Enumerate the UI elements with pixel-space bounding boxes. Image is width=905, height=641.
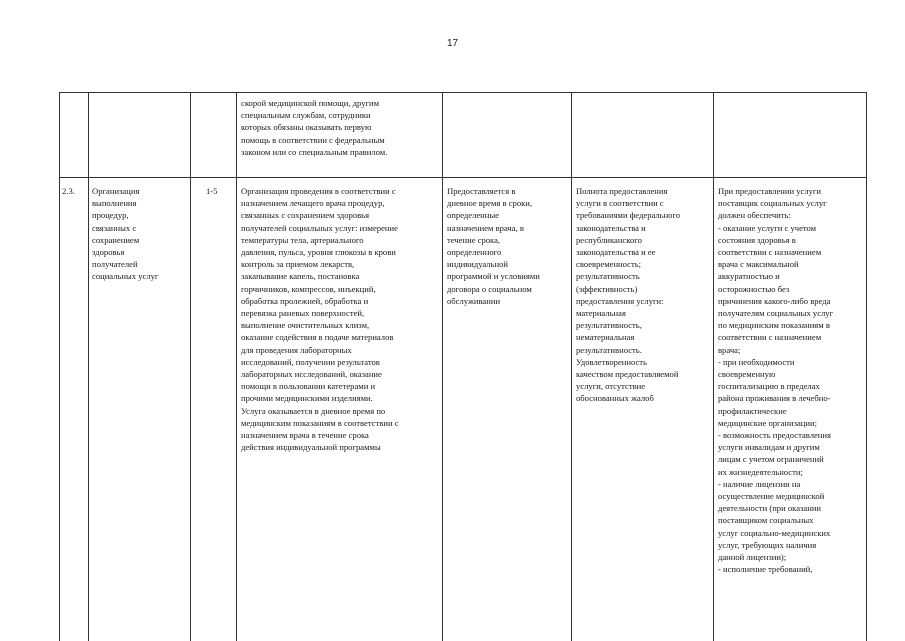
continued-description: скорой медицинской помощи, другим специальным службам, сотрудники которых обязаны оказывать первую помощь в соответствии с федеральным законом или со специальным правилом. bbox=[241, 98, 388, 157]
service-rate: 1-5 bbox=[206, 186, 218, 196]
column-divider bbox=[88, 93, 89, 641]
row-divider bbox=[59, 177, 867, 178]
services-table bbox=[59, 92, 867, 641]
row-number: 2.3. bbox=[62, 186, 75, 196]
column-divider bbox=[236, 93, 237, 641]
column-divider bbox=[190, 93, 191, 641]
table-border bbox=[866, 93, 867, 641]
service-conditions: При предоставлении услуги поставщик социальных услуг должен обеспечить: - оказание услуги с учетом состояния здоровья в соответствии с назначением врача с максимальной аккуратностью и осторожностью без причинения какого-либо вреда получателям социальных услуг по медицинским показаниям в соответствии с назначением врача; - при необходимости своевременную госпитализацию в пределах района проживания в лечебно- профилактические медицинские организации; - возможность предоставления услуги инвалидам и другим лицам с учетом ограничений их жизнедеятельности; - наличие лицензии на осуществление медицинской деятельности (при оказании поставщиком социальных услуг социально-медицинских услуг, требующих наличия данной лицензии); - исполнение требований, bbox=[718, 186, 834, 575]
service-timing: Предоставляется в дневное время в сроки, определенные назначением врача, в течение срока, определенного индивидуальной программой и условиями договора о социальном обслуживании bbox=[447, 186, 540, 306]
column-divider bbox=[713, 93, 714, 641]
column-divider bbox=[442, 93, 443, 641]
service-quality: Полнота предоставления услуги в соответствии с требованиями федерального законодательства и республиканского законодательства и ее своевременность; результативность (эффективность) предоставления услуги: материальная результативность, нематериальная результативность. Удовлетворенность качеством предоставляемой услуги, отсутствие обоснованных жалоб bbox=[576, 186, 681, 404]
table-border bbox=[59, 93, 60, 641]
page-number: 17 bbox=[446, 38, 459, 49]
service-description: Организация проведения в соответствии с назначением лечащего врача процедур, связанных с сохранением здоровья получателей социальных услуг: измерение температуры тела, артериального давления, пульса, уровня глюкозы в крови контроль за приемом лекарств, закапывание капель, постановка горчичников, компрессов, инъекций, обработка пролежней, обработка и перевязка раневых поверхностей, выполнение очистительных клизм, оказание содействия в подаче материалов для проведения лабораторных исследований, получении результатов лабораторных исследований, оказание помощи в пользовании катетерами и прочими медицинскими изделиями. Услуга оказывается в дневное время по медицинским показаниям в соответствии с назначением врача в течение срока действия индивидуальной программы bbox=[241, 186, 399, 453]
service-name: Организация выполнения процедур, связанных с сохранением здоровья получателей социальных услуг bbox=[92, 186, 159, 282]
column-divider bbox=[571, 93, 572, 641]
